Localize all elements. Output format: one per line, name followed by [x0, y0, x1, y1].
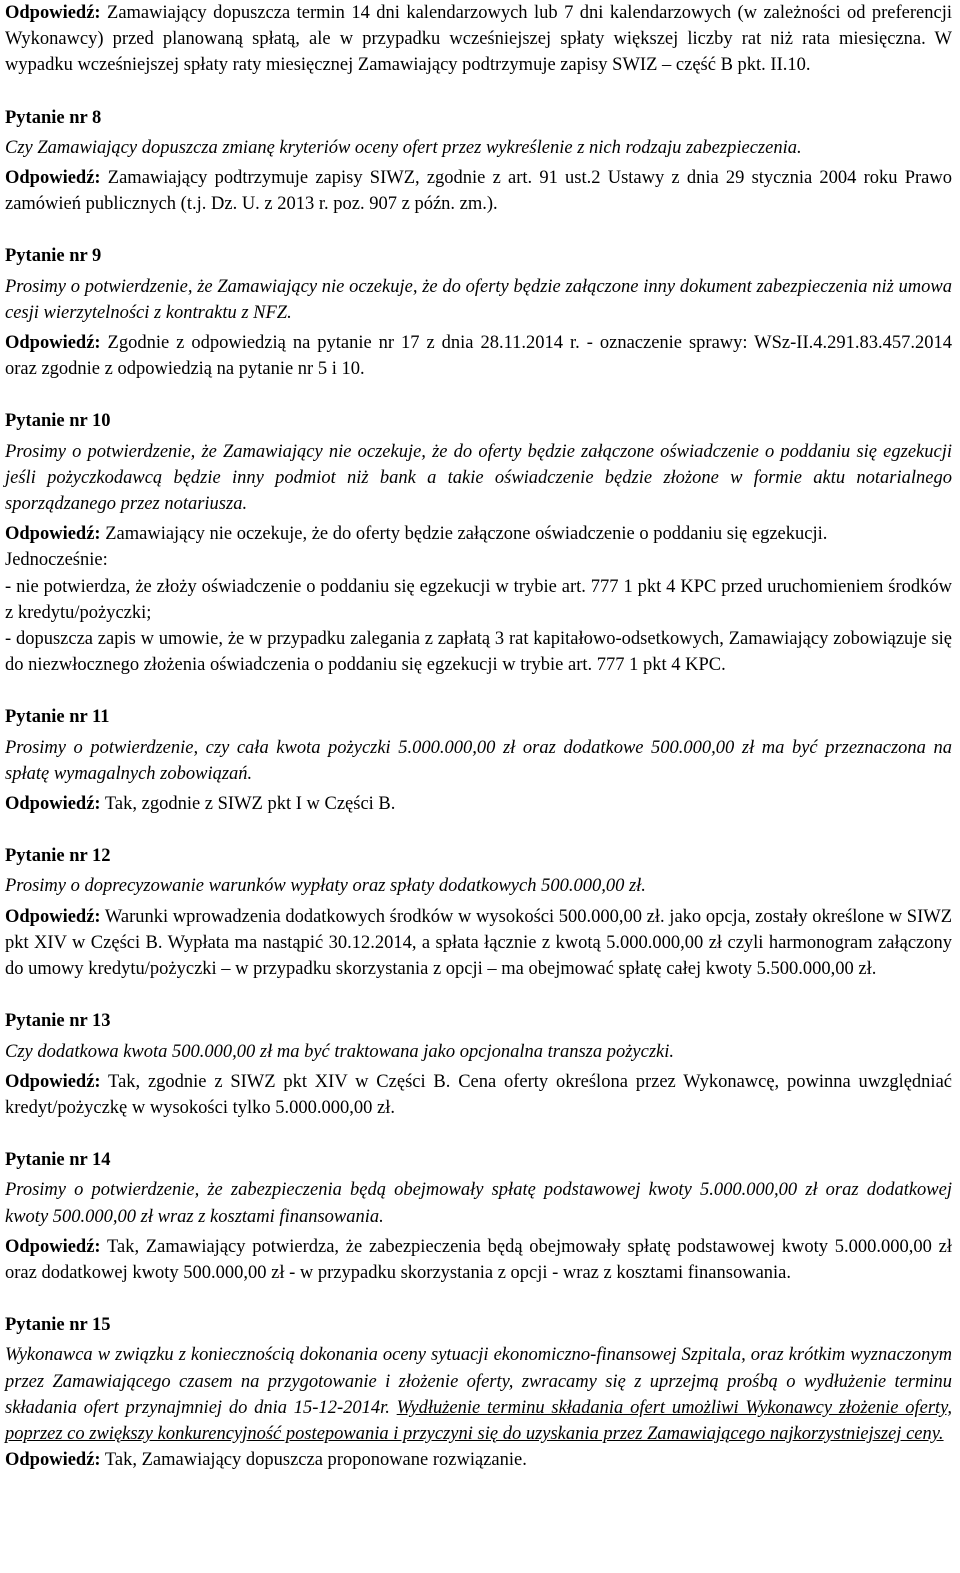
intro-answer: [5, 0, 952, 79]
answer-label: Odpowiedź:: [5, 3, 101, 23]
answer-label: Odpowiedź:: [5, 906, 101, 927]
question-14-answer: [5, 1234, 952, 1286]
answer-label: Odpowiedź:: [5, 333, 101, 354]
answer-text: Zgodnie z odpowiedzią na pytanie nr 17 z dnia 28.11.2014 r. - oznaczenie sprawy: WSz-II.4.291.83.457.2014 oraz zgodnie z odpowiedzią na pytanie nr 5 i 10.: [5, 333, 952, 380]
question-10-point-1: - nie potwierdza, że złoży oświadczenie o poddaniu się egzekucji w trybie art. 777 1 pkt 4 KPC przed uruchomieniem środków z kredytu/pożyczki;: [5, 576, 952, 623]
question-15-title: Pytanie nr 15: [5, 1315, 111, 1336]
answer-text: Tak, Zamawiający dopuszcza proponowane rozwiązanie.: [100, 1450, 527, 1471]
answer-text: Zamawiający podtrzymuje zapisy SIWZ, zgodnie z art. 91 ust.2 Ustawy z dnia 29 stycznia 2004 roku Prawo zamówień publicznych (t.j. Dz. U. z 2013 r. poz. 907 z późn. zm.).: [5, 168, 952, 215]
answer-label: Odpowiedź:: [5, 524, 101, 545]
question-9-answer: [5, 330, 952, 382]
question-12-answer: [5, 904, 952, 983]
question-15-underlined: Wydłużenie terminu składania ofert umożliwi Wykonawcy złożenie oferty, poprzez co zwiększy konkurencyjność postepowania i przyczyni się do uzyskania przez Zamawiającego najkorzystniejszej ceny.: [5, 1397, 952, 1444]
question-13-title: Pytanie nr 13: [5, 1011, 111, 1032]
answer-text: Warunki wprowadzenia dodatkowych środków w wysokości 500.000,00 zł. jako opcja, zostały określone w SIWZ pkt XIV w Części B. Wypłata ma nastąpić 30.12.2014, a spłata łącznie z kwotą 5.000.000,00 zł czyli harmonogram załączony do umowy kredytu/pożyczki – w przypadku skorzystania z opcji – ma obejmować spłatę całej kwoty 5.500.000,00 zł.: [5, 906, 952, 980]
question-8-answer: [5, 165, 952, 217]
question-8-text: Czy Zamawiający dopuszcza zmianę kryteriów oceny ofert przez wykreślenie z nich rodzaju zabezpieczenia.: [5, 137, 802, 158]
question-12-title: Pytanie nr 12: [5, 846, 111, 867]
answer-text: Tak, Zamawiający potwierdza, że zabezpieczenia będą obejmowały spłatę podstawowej kwoty 5.000.000,00 zł oraz dodatkowej kwoty 500.000,00 zł - w przypadku skorzystania z opcji - wraz z kosztami finansowania.: [5, 1236, 952, 1283]
answer-text: Zamawiający dopuszcza termin 14 dni kalendarzowych lub 7 dni kalendarzowych (w zależności od preferencji Wykonawcy) przed planowaną spłatą, ale w przypadku wcześniejszej spłaty większej liczby rat niż rata miesięczna. W wypadku wcześniejszej spłaty raty miesięcznej Zamawiający podtrzymuje zapisy SWIZ – część B pkt. II.10.: [5, 3, 952, 76]
question-14-text: Prosimy o potwierdzenie, że zabezpieczenia będą obejmowały spłatę podstawowej kwoty 5.000.000,00 zł oraz dodatkowej kwoty 500.000,00 zł wraz z kosztami finansowania.: [5, 1180, 952, 1227]
answer-text: Tak, zgodnie z SIWZ pkt XIV w Części B. Cena oferty określona przez Wykonawcę, powinna uwzględniać kredyt/pożyczkę w wysokości tylko 5.000.000,00 zł.: [5, 1071, 952, 1118]
question-14-title: Pytanie nr 14: [5, 1150, 111, 1171]
answer-label: Odpowiedź:: [5, 1236, 101, 1257]
answer-label: Odpowiedź:: [5, 1450, 101, 1471]
question-10-title: Pytanie nr 10: [5, 411, 111, 432]
question-13-text: Czy dodatkowa kwota 500.000,00 zł ma być traktowana jako opcjonalna transza pożyczki.: [5, 1041, 675, 1062]
answer-label: Odpowiedź:: [5, 794, 101, 815]
question-11-text: Prosimy o potwierdzenie, czy cała kwota pożyczki 5.000.000,00 zł oraz dodatkowe 500.000,00 zł ma być przeznaczona na spłatę wymagalnych zobowiązań.: [5, 737, 952, 784]
question-9-title: Pytanie nr 9: [5, 246, 102, 267]
question-10-point-2: - dopuszcza zapis w umowie, że w przypadku zalegania z zapłatą 3 rat kapitałowo-odsetkowych, Zamawiający zobowiązuje się do niezwłocznego złożenia oświadczenia o poddaniu się egzekucji w trybie art. 777 1 pkt 4 KPC.: [5, 629, 952, 676]
question-12-text: Prosimy o doprecyzowanie warunków wypłaty oraz spłaty dodatkowych 500.000,00 zł.: [5, 876, 646, 897]
question-11-answer: [5, 791, 952, 817]
answer-text: Zamawiający nie oczekuje, że do oferty będzie załączone oświadczenie o poddaniu się egzekucji.: [100, 524, 828, 545]
answer-label: Odpowiedź:: [5, 168, 101, 189]
question-13-answer: [5, 1069, 952, 1121]
question-10-answer: [5, 521, 952, 547]
question-9-text: Prosimy o potwierdzenie, że Zamawiający nie oczekuje, że do oferty będzie załączone inny dokument zabezpieczenia niż umowa cesji wierzytelności z kontraktu z NFZ.: [5, 276, 952, 323]
question-10-text: Prosimy o potwierdzenie, że Zamawiający nie oczekuje, że do oferty będzie załączone oświadczenie o poddaniu się egzekucji jeśli pożyczkodawcą będzie inny podmiot niż bank a takie oświadczenie będzie złożone w formie aktu notarialnego sporządzanego przez notariusza.: [5, 441, 952, 515]
question-15-answer: [5, 1447, 952, 1473]
answer-label: Odpowiedź:: [5, 1071, 101, 1092]
question-10-simultaneously: Jednocześnie:: [5, 550, 108, 571]
question-11-title: Pytanie nr 11: [5, 707, 110, 728]
question-8-title: Pytanie nr 8: [5, 107, 102, 128]
question-15-plain: Wykonawca w związku z koniecznością dokonania oceny sytuacji ekonomiczno-finansowej Szpitala, oraz krótkim wyznaczonym przez Zamawiającego czasem na przygotowanie i złożenie oferty, zwracamy się z uprzejmą prośbą o wydłużenie terminu składania ofert przynajmniej do dnia 15-12-2014r.: [5, 1345, 952, 1418]
answer-text: Tak, zgodnie z SIWZ pkt I w Części B.: [100, 794, 396, 815]
question-15-text: [5, 1342, 952, 1447]
